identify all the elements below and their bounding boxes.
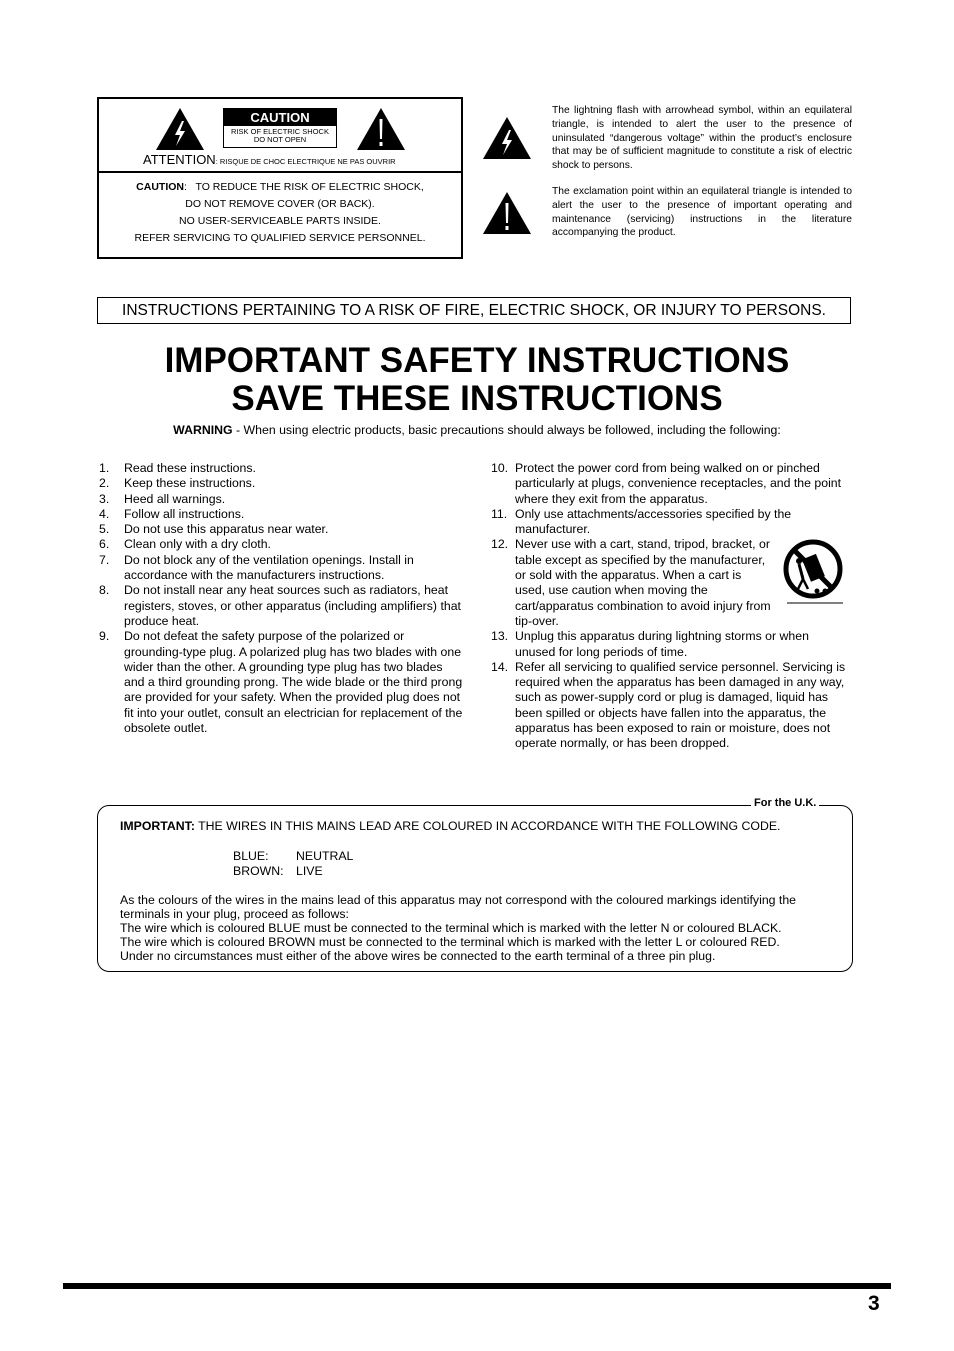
lightning-triangle-icon <box>482 116 532 160</box>
item-text: Do not use this apparatus near water. <box>124 522 329 537</box>
uk-label: For the U.K. <box>751 797 819 809</box>
item-text: Protect the power cord from being walked on or pinched particularly at plugs, convenience receptacles, and the point where they exit from the apparatus. <box>515 461 842 506</box>
caution-body-text1: : TO REDUCE THE RISK OF ELECTRIC SHOCK, <box>184 181 424 193</box>
exclamation-triangle-icon <box>356 107 406 151</box>
caution-body-line3: NO USER-SERVICEABLE PARTS INSIDE. <box>179 215 381 227</box>
uk-para1: As the colours of the wires in the mains lead of this apparatus may not correspond with the coloured markings identifying the terminals in your plug, proceed as follows: <box>120 893 797 921</box>
footer-rule <box>63 1283 891 1289</box>
caution-body-line1 <box>99 179 461 196</box>
item-number: 7. <box>99 552 110 567</box>
list-item <box>99 629 464 736</box>
caution-label: CAUTION <box>224 109 336 126</box>
item-number: 12. <box>491 537 509 552</box>
caution-body <box>99 179 461 247</box>
item-number: 6. <box>99 537 110 552</box>
warning-label: WARNING <box>173 423 233 437</box>
uk-para2: The wire which is coloured BLUE must be connected to the terminal which is marked with the letter N or coloured BLACK. <box>120 921 782 935</box>
attention-line <box>143 152 396 167</box>
item-text: Heed all warnings. <box>124 491 226 506</box>
uk-important-label: IMPORTANT: <box>120 819 195 833</box>
item-text: Read these instructions. <box>124 461 256 475</box>
item-number: 10. <box>491 461 509 475</box>
list-item <box>99 492 464 507</box>
risk-banner: INSTRUCTIONS PERTAINING TO A RISK OF FIRE, ELECTRIC SHOCK, OR INJURY TO PERSONS. <box>97 297 851 324</box>
list-item <box>491 629 851 660</box>
exclamation-triangle-icon <box>482 191 532 235</box>
item-text: Keep these instructions. <box>124 476 256 491</box>
uk-important-line <box>120 819 780 833</box>
tip-over-cart-icon <box>779 539 845 607</box>
item-text: Follow all instructions. <box>124 506 245 521</box>
warning-line <box>0 423 954 437</box>
risk-line1: RISK OF ELECTRIC SHOCK <box>231 127 329 136</box>
item-text: Only use attachments/accessories specified by the manufacturer. <box>515 506 792 537</box>
caution-header <box>99 99 461 173</box>
lightning-explanation: The lightning flash with arrowhead symbol, within an equilateral triangle, is intended to alert the user to the presence of uninsulated “dangerous voltage” within the product’s enclosure that may be of sufficient magnitude to constitute a risk of electric shock to persons. <box>552 105 852 172</box>
uk-para3: The wire which is coloured BROWN must be connected to the terminal which is marked with the letter L or coloured RED. <box>120 935 780 949</box>
instructions-left <box>99 461 464 736</box>
caution-body-line2: DO NOT REMOVE COVER (OR BACK). <box>185 198 375 210</box>
page-number: 3 <box>868 1292 880 1315</box>
exclamation-explanation: The exclamation point within an equilateral triangle is intended to alert the user to the presence of important operating and maintenance (servicing) instructions in the literature accompanying the product. <box>552 186 852 239</box>
item-text: Clean only with a dry cloth. <box>124 537 271 552</box>
item-text: Never use with a cart, stand, tripod, bracket, or table except as specified by the manufacturer, or sold with the apparatus. When a cart is used, use caution when moving the cart/apparatus combination to avoid injury from tip-over. <box>515 537 771 628</box>
caution-body-label: CAUTION <box>136 181 185 193</box>
attention-word: ATTENTION <box>143 152 216 167</box>
item-number: 11. <box>491 506 508 521</box>
item-number: 13. <box>491 629 509 644</box>
item-text: Do not block any of the ventilation openings. Install in accordance with the manufacturers instructions. <box>124 552 414 583</box>
caution-sub <box>224 126 336 144</box>
item-text: Do not defeat the safety purpose of the polarized or grounding-type plug. A polarized plug has two blades with one wider than the other. A grounding type plug has two blades and a third grounding prong. The wide blade or the third prong are provided for your safety. When the provided plug does not fit into your outlet, consult an electrician for replacement of the obsolete outlet. <box>124 629 463 736</box>
item-number: 8. <box>99 583 110 598</box>
warning-text: - When using electric products, basic precautions should always be followed, including the following: <box>232 423 781 437</box>
list-item <box>99 522 464 537</box>
page-title: IMPORTANT SAFETY INSTRUCTIONS <box>164 341 790 380</box>
list-item <box>99 537 464 552</box>
list-item <box>491 461 851 507</box>
list-item <box>99 476 464 491</box>
list-item <box>99 583 464 629</box>
caution-box <box>97 97 463 259</box>
list-item <box>99 461 464 476</box>
item-number: 1. <box>99 461 110 475</box>
item-number: 14. <box>491 659 509 674</box>
uk-brown-value: LIVE <box>296 864 323 878</box>
uk-blue-value: NEUTRAL <box>296 849 354 863</box>
caution-label-box <box>223 108 337 148</box>
uk-blue-label: BLUE: <box>233 849 269 863</box>
list-item <box>491 507 851 538</box>
lightning-triangle-icon <box>155 107 205 151</box>
uk-important-text: THE WIRES IN THIS MAINS LEAD ARE COLOURED IN ACCORDANCE WITH THE FOLLOWING CODE. <box>194 819 781 833</box>
list-item <box>99 507 464 522</box>
item-text: Refer all servicing to qualified service personnel. Servicing is required when the apparatus has been damaged in any way, such as power-supply cord or plug is damaged, liquid has been spilled or objects have fallen into the apparatus, the apparatus has been exposed to rain or moisture, does not operate normally, or has been dropped. <box>515 659 846 751</box>
item-text: Unplug this apparatus during lightning storms or when unused for long periods of time. <box>515 629 809 659</box>
item-number: 2. <box>99 476 110 491</box>
item-number: 9. <box>99 629 110 644</box>
page-subtitle: SAVE THESE INSTRUCTIONS <box>231 379 723 418</box>
item-number: 5. <box>99 522 110 537</box>
list-item <box>99 553 464 584</box>
list-item <box>491 660 851 752</box>
attention-text: : RISQUE DE CHOC ELECTRIQUE NE PAS OUVRIR <box>215 157 396 166</box>
item-text: Do not install near any heat sources such as radiators, heat registers, stoves, or other apparatus (including amplifiers) that produce heat. <box>124 583 461 628</box>
uk-para4: Under no circumstances must either of the above wires be connected to the earth terminal of a three pin plug. <box>120 949 716 963</box>
uk-brown-label: BROWN: <box>233 864 284 878</box>
item-number: 4. <box>99 506 110 521</box>
caution-body-line4: REFER SERVICING TO QUALIFIED SERVICE PERSONNEL. <box>134 232 426 244</box>
risk-line2: DO NOT OPEN <box>253 135 307 144</box>
item-number: 3. <box>99 491 110 506</box>
